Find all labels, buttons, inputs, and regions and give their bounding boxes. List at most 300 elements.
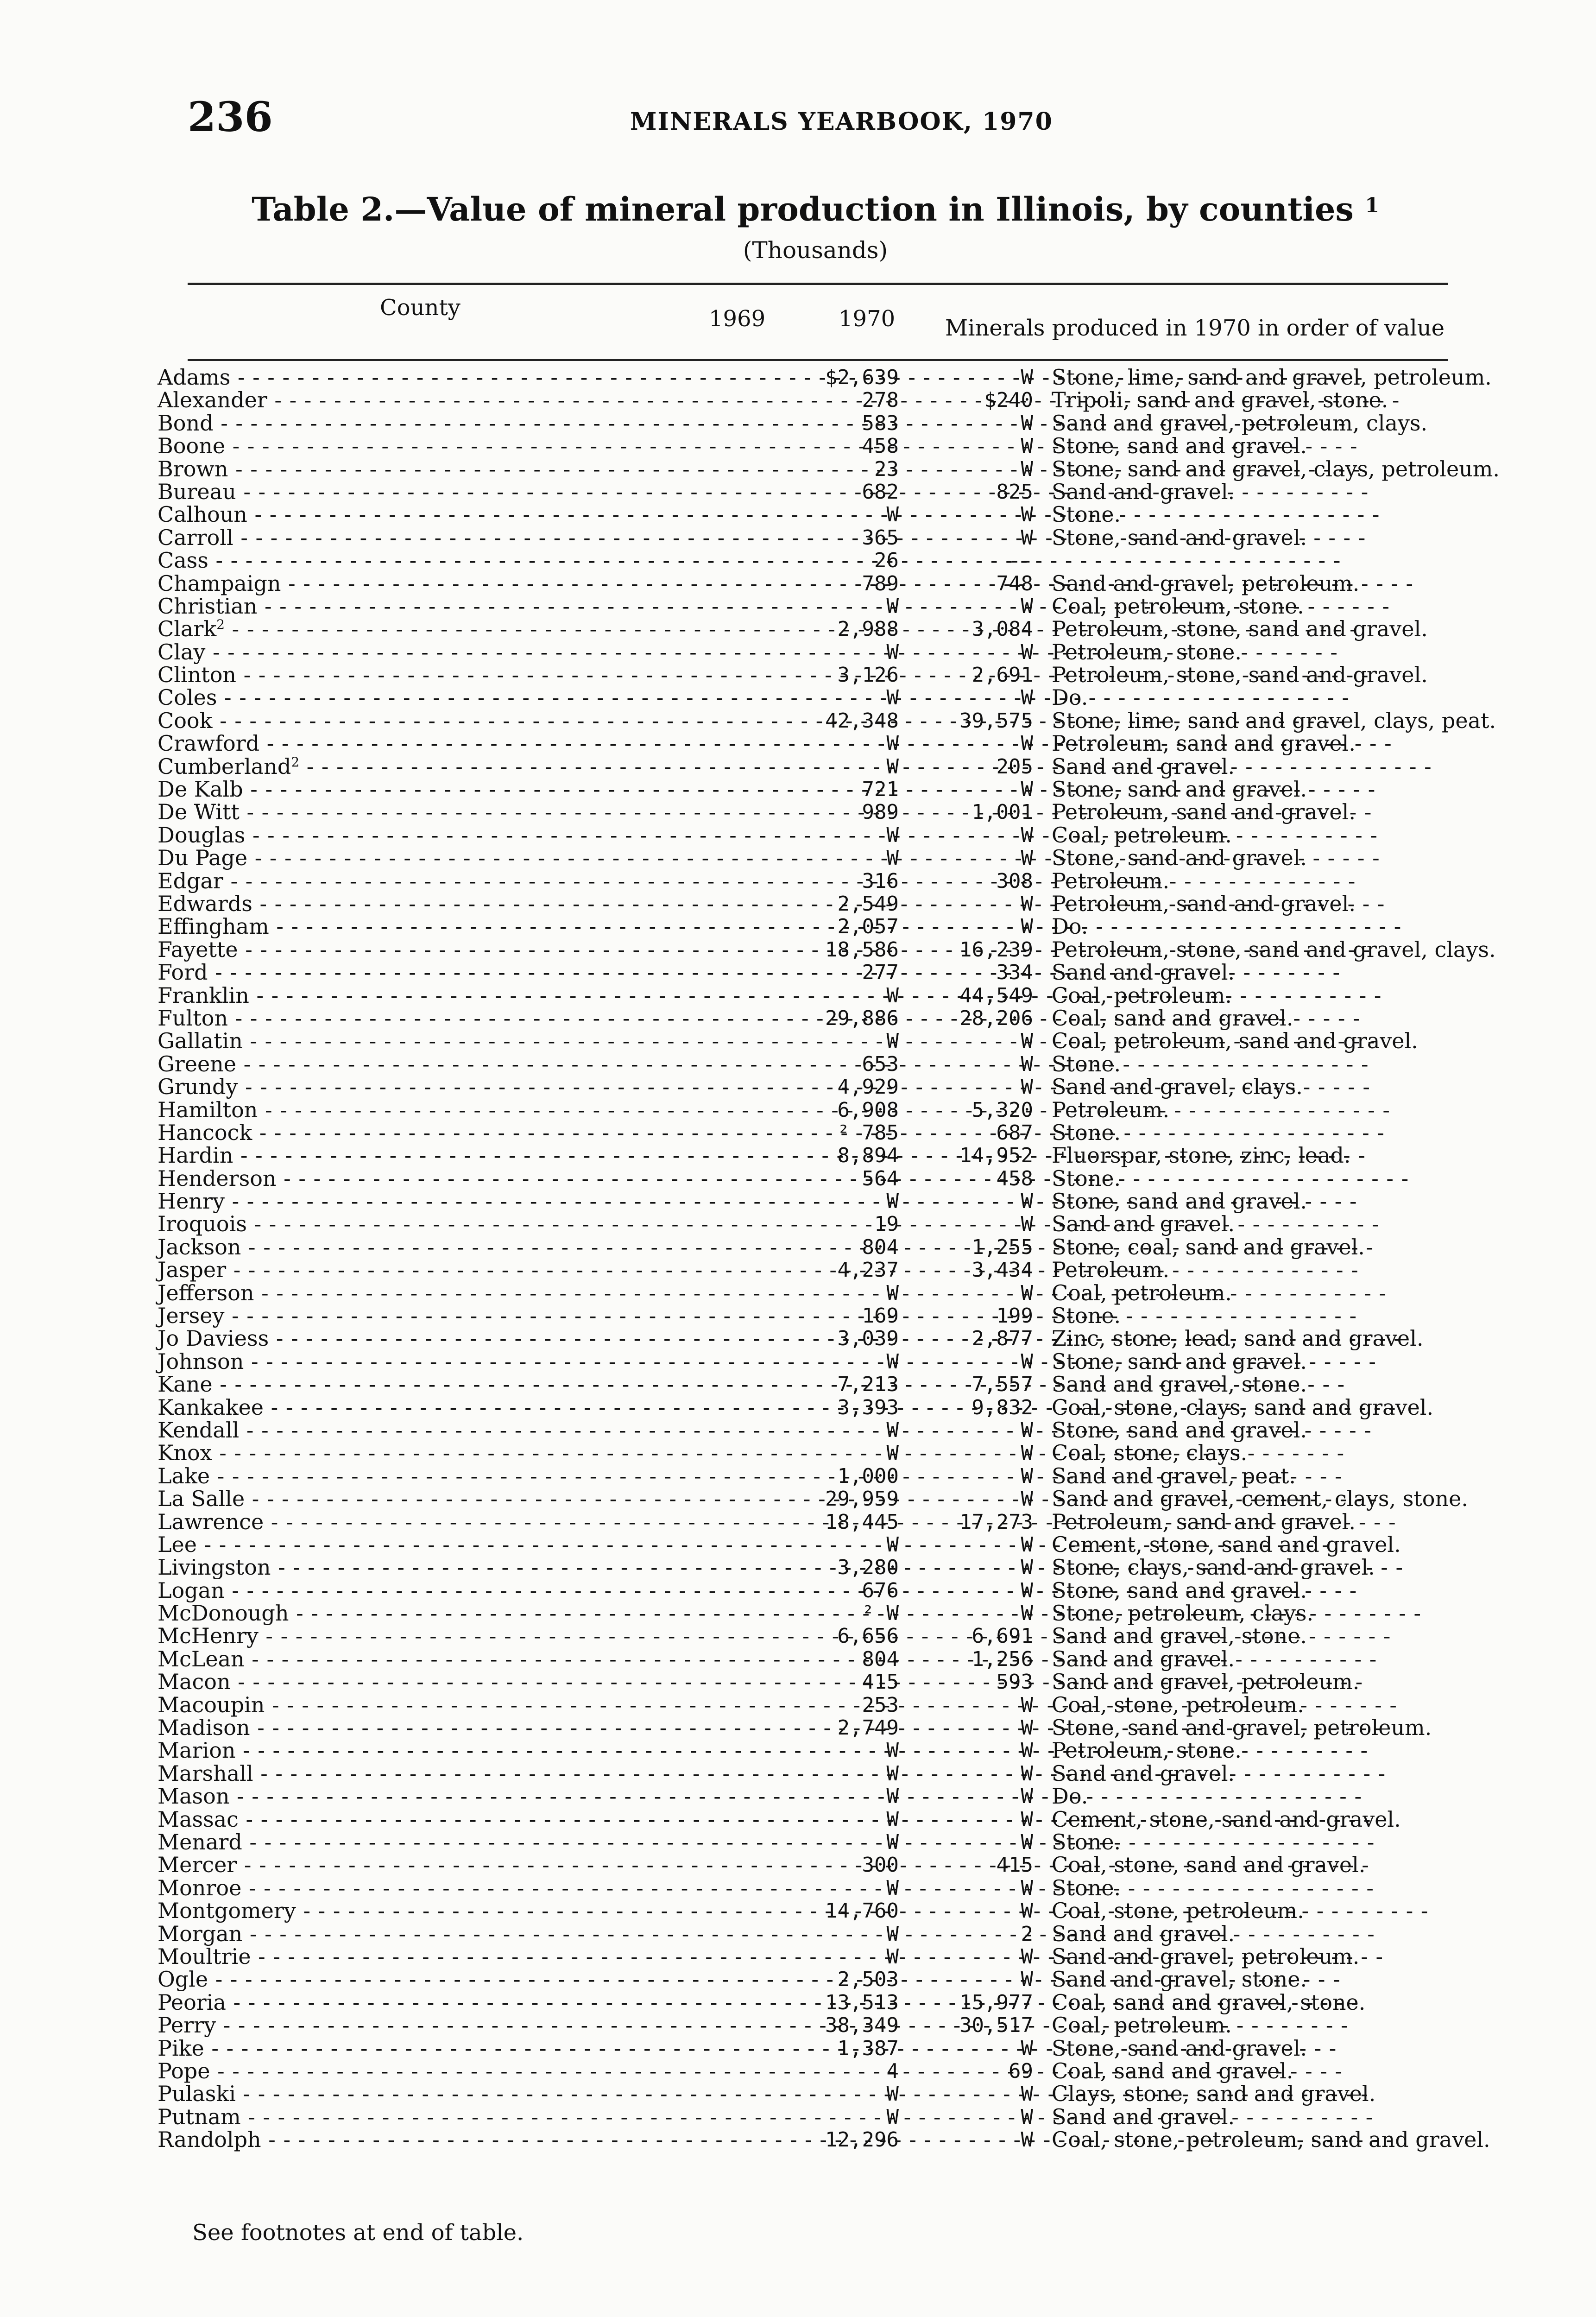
minerals-cell: Petroleum, stone, sand and gravel, clays. (1052, 937, 1496, 962)
minerals-cell: Sand and gravel. (1052, 1921, 1235, 1946)
table-row (158, 526, 1445, 549)
value-1969-cell: 18,445 (825, 1510, 899, 1534)
county-name: Brown (158, 456, 228, 481)
county-cell (158, 2128, 649, 2151)
value-1969-cell: 26 (874, 549, 899, 573)
value-1970-cell: W (1021, 503, 1033, 527)
value-1969-cell: 676 (862, 1578, 899, 1602)
minerals-cell: Stone. (1052, 1303, 1121, 1329)
value-1970-cell: W (1021, 1464, 1033, 1488)
county-name: Henry (158, 1189, 225, 1214)
table-row (158, 435, 1445, 457)
value-1969-cell: W (886, 503, 899, 527)
value-1969-cell: W (886, 2082, 899, 2106)
minerals-cell: Coal, stone, petroleum, sand and gravel. (1052, 2127, 1490, 2152)
minerals-cell: Sand and gravel, stone. (1052, 1372, 1307, 1397)
county-cell (158, 847, 649, 869)
county-name: Crawford (158, 731, 260, 756)
minerals-cell: Clays, stone, sand and gravel. (1052, 2081, 1376, 2107)
minerals-cell: Fluorspar, stone, zinc, lead. (1052, 1143, 1351, 1168)
value-1969-cell: 682 (862, 480, 899, 504)
table-row (158, 1167, 1445, 1190)
value-1969-cell: W (886, 1532, 899, 1557)
value-1969-cell: W (886, 1418, 899, 1442)
table-row (158, 1121, 1445, 1144)
value-1970-cell: 14,952 (959, 1144, 1033, 1168)
minerals-cell: Stone. (1052, 1165, 1121, 1191)
table-row (158, 1282, 1445, 1304)
county-name: Bureau (158, 479, 236, 504)
value-1969-cell: 6,656 (837, 1624, 899, 1648)
county-name: Marion (158, 1738, 236, 1763)
county-cell (158, 1671, 649, 1693)
value-1969-cell: 2,549 (837, 892, 899, 916)
table-row (158, 1350, 1445, 1373)
county-name: Macon (158, 1669, 231, 1695)
value-1970-cell: 28,206 (959, 1006, 1033, 1030)
value-1970-cell: 9,832 (971, 1395, 1033, 1419)
county-cell (158, 1121, 649, 1144)
table-row (158, 1419, 1445, 1442)
minerals-cell: Stone, sand and gravel. (1052, 1189, 1307, 1214)
value-1969-cell: 278 (862, 388, 899, 412)
county-name: Kane (158, 1372, 213, 1397)
minerals-cell: Stone, petroleum, clays. (1052, 1601, 1314, 1626)
county-cell (158, 1923, 649, 1945)
value-1970-cell: W (1021, 525, 1033, 550)
county-cell (158, 2060, 649, 2083)
value-1969-cell: W (886, 1761, 899, 1785)
table-row (158, 2127, 1490, 2152)
minerals-cell: Petroleum, stone, sand and gravel. (1052, 616, 1428, 642)
county-name: Franklin (158, 982, 249, 1008)
county-name: Marshall (158, 1760, 253, 1786)
value-1969-cell: 4 (886, 2059, 899, 2083)
table-row (158, 664, 1445, 686)
table-row (158, 1808, 1445, 1831)
table-row (158, 1968, 1445, 1991)
county-cell (158, 412, 649, 435)
value-1969-cell: 1,387 (837, 2036, 899, 2060)
value-1970-cell: 3,084 (971, 617, 1033, 641)
table-row (158, 389, 1445, 411)
value-1969-cell: W (886, 1876, 899, 1900)
county-cell (158, 1716, 649, 1739)
table-row (158, 1533, 1445, 1556)
county-cell (158, 458, 649, 481)
value-1970-cell: W (1021, 1876, 1033, 1900)
table-row (158, 1465, 1445, 1488)
table-row (158, 1785, 1445, 1808)
value-1970-cell: 1,255 (971, 1235, 1033, 1259)
value-1969-cell: 18,586 (825, 937, 899, 962)
county-cell (158, 870, 649, 893)
table-row (158, 1648, 1445, 1671)
county-name: Greene (158, 1051, 237, 1076)
county-footnote-marker: 2 (291, 754, 300, 770)
minerals-cell: Coal, stone, clays, sand and gravel. (1052, 1394, 1434, 1420)
county-cell (158, 618, 649, 640)
minerals-cell: Do. (1052, 914, 1088, 939)
table-row (158, 503, 1445, 526)
value-1970-cell: 1,256 (971, 1647, 1033, 1671)
value-1969-cell: 29,886 (825, 1006, 899, 1030)
minerals-cell: Coal, stone, petroleum. (1052, 1898, 1304, 1924)
value-1970-cell: 1,001 (971, 800, 1033, 824)
value-1969-cell: W (886, 594, 899, 618)
table-row (158, 1923, 1445, 1945)
table-body (158, 365, 1500, 2152)
table-row (158, 641, 1445, 664)
county-cell (158, 1579, 649, 1602)
value-1969-cell: W (886, 823, 899, 847)
value-1969-cell: 29,959 (825, 1487, 899, 1511)
minerals-cell: Coal, stone, clays. (1052, 1440, 1248, 1466)
table-row (158, 961, 1445, 984)
value-1970-cell: 748 (996, 571, 1033, 595)
value-1969-cell: 13,513 (825, 1990, 899, 2014)
value-1970-cell: W (1021, 1532, 1033, 1557)
county-cell (158, 1968, 649, 1991)
minerals-cell: Do. (1052, 685, 1088, 710)
value-1969-cell: 2,503 (837, 1968, 899, 1992)
value-1969-cell: 3,039 (837, 1327, 899, 1351)
county-name: Pike (158, 2035, 204, 2061)
value-1969-cell: W (886, 1922, 899, 1946)
county-name: Hamilton (158, 1097, 258, 1122)
county-cell (158, 389, 649, 411)
minerals-cell: Petroleum, stone. (1052, 639, 1242, 665)
value-1970-cell: W (1021, 1716, 1033, 1740)
minerals-cell: Stone, coal, sand and gravel. (1052, 1234, 1365, 1260)
county-cell (158, 1877, 649, 1899)
value-1970-cell: 593 (996, 1670, 1033, 1694)
value-1969-cell: W (886, 1830, 899, 1854)
county-name: Lee (158, 1532, 197, 1557)
county-name: Knox (158, 1440, 212, 1466)
value-1969-cell: W (886, 1807, 899, 1831)
value-1970-cell: W (1021, 411, 1033, 435)
column-header-county: County (380, 295, 461, 321)
value-1969-cell: W (886, 732, 899, 756)
minerals-cell: Sand and gravel, petroleum. (1052, 1943, 1360, 1969)
table-row (158, 1854, 1445, 1876)
minerals-cell: Stone. (1052, 1120, 1121, 1145)
county-name: Du Page (158, 845, 248, 871)
county-cell (158, 1762, 649, 1785)
table-row (158, 1304, 1445, 1327)
value-1969-cell: 653 (862, 1052, 899, 1076)
table-row (158, 2037, 1445, 2060)
minerals-cell: Coal, petroleum, sand and gravel. (1052, 1028, 1418, 1054)
minerals-cell: Stone, sand and gravel. (1052, 2035, 1307, 2061)
value-1970-cell: W (1021, 366, 1033, 389)
county-cell (158, 778, 649, 801)
county-name: Ogle (158, 1967, 208, 1992)
value-1969-cell: 989 (862, 800, 899, 824)
county-cell (158, 1808, 649, 1831)
county-name: McHenry (158, 1623, 259, 1649)
minerals-cell: Stone, lime, sand and gravel, clays, peat. (1052, 708, 1496, 733)
value-1969-cell: 804 (862, 1647, 899, 1671)
county-name: Jackson (158, 1234, 241, 1260)
county-name: Macoupin (158, 1692, 265, 1717)
value-1970-cell: W (1021, 1761, 1033, 1785)
county-cell (158, 435, 649, 457)
county-cell (158, 961, 649, 984)
county-cell (158, 1945, 649, 1968)
value-1970-cell: W (1021, 1968, 1033, 1992)
table-row (158, 1831, 1445, 1854)
value-1969-cell: W (886, 1190, 899, 1214)
table-row (158, 1716, 1445, 1739)
value-1970-cell: 205 (996, 754, 1033, 779)
value-1970-cell: W (1021, 1693, 1033, 1717)
county-cell (158, 1030, 649, 1052)
minerals-cell: Zinc, stone, lead, sand and gravel. (1052, 1326, 1424, 1351)
county-name: McLean (158, 1646, 245, 1671)
minerals-cell: Stone, sand and gravel. (1052, 845, 1307, 871)
table-row (158, 1739, 1445, 1762)
value-1970-cell: 2,877 (971, 1327, 1033, 1351)
county-name: Clay (158, 639, 206, 665)
value-1970-cell: 16,239 (959, 937, 1033, 962)
county-name: Clark (158, 616, 217, 642)
table-row (158, 1076, 1445, 1098)
county-name: Pope (158, 2058, 210, 2083)
value-1970-cell: W (1021, 1739, 1033, 1763)
value-1969-cell: $2,639 (825, 366, 899, 389)
county-cell (158, 709, 649, 732)
county-cell (158, 503, 649, 526)
table-row (158, 1236, 1445, 1259)
table-title-block (185, 190, 1445, 264)
county-cell (158, 732, 649, 755)
value-1970-cell: W (1021, 892, 1033, 916)
minerals-cell: Sand and gravel. (1052, 1646, 1235, 1671)
county-cell (158, 1602, 649, 1625)
value-1970-cell: W (1021, 1190, 1033, 1214)
value-1969-cell: 415 (862, 1670, 899, 1694)
county-name: Perry (158, 2013, 216, 2038)
county-cell (158, 938, 649, 961)
minerals-cell: Stone. (1052, 1051, 1121, 1076)
page-number: 236 (188, 93, 273, 141)
table-row (158, 1694, 1445, 1716)
value-1969-cell: 316 (862, 869, 899, 893)
county-cell (158, 1076, 649, 1098)
county-cell (158, 1259, 649, 1281)
value-1969-cell: 38,349 (825, 2013, 899, 2038)
value-1970-cell: W (1021, 1807, 1033, 1831)
value-1970-cell: W (1021, 1029, 1033, 1053)
minerals-cell: Sand and gravel. (1052, 753, 1235, 779)
value-1969-cell: 42,348 (825, 709, 899, 733)
value-1970-cell: W (1021, 1349, 1033, 1374)
county-cell (158, 893, 649, 915)
county-cell (158, 1167, 649, 1190)
minerals-cell: Petroleum. (1052, 1257, 1170, 1283)
minerals-cell: Stone. (1052, 502, 1121, 527)
county-name: Madison (158, 1715, 250, 1741)
county-cell (158, 1304, 649, 1327)
table-row (158, 1991, 1445, 2014)
table-row (158, 1762, 1445, 1785)
county-cell (158, 1053, 649, 1076)
value-1970-cell: $240 (984, 388, 1033, 412)
value-1970-cell: 308 (996, 869, 1033, 893)
value-1969-cell: 4,929 (837, 1075, 899, 1099)
table-row (158, 824, 1445, 847)
value-1970-cell: W (1021, 1487, 1033, 1511)
value-1970-cell: 2 (1021, 1922, 1033, 1946)
value-1970-cell: 415 (996, 1853, 1033, 1877)
county-name: Monroe (158, 1875, 242, 1900)
minerals-cell: Coal, petroleum, stone. (1052, 593, 1304, 619)
county-name: Grundy (158, 1074, 238, 1100)
value-1969-cell: W (886, 983, 899, 1007)
minerals-cell: Coal, stone, petroleum. (1052, 1692, 1304, 1717)
table-row (158, 1511, 1445, 1533)
value-1970-cell: W (1021, 2105, 1033, 2129)
value-1970-cell: W (1021, 1418, 1033, 1442)
value-1969-cell: 8,894 (837, 1144, 899, 1168)
county-name: McDonough (158, 1601, 289, 1626)
county-footnote-marker: 2 (216, 617, 225, 633)
minerals-cell: Cement, stone, sand and gravel. (1052, 1806, 1401, 1832)
county-name: Coles (158, 685, 217, 710)
table-row (158, 937, 1496, 962)
county-cell (158, 1739, 649, 1762)
table-row (158, 2083, 1445, 2105)
county-cell (158, 1213, 649, 1235)
county-cell (158, 1991, 649, 2014)
minerals-cell: Stone, sand and gravel. (1052, 433, 1307, 459)
value-1970-cell: 3,434 (971, 1258, 1033, 1282)
table-row (158, 1327, 1445, 1350)
county-cell (158, 2037, 649, 2060)
value-1970-cell: 7,557 (971, 1373, 1033, 1397)
table-row (158, 984, 1445, 1007)
value-1969-cell: 169 (862, 1304, 899, 1328)
table-row (158, 847, 1445, 869)
table-row (158, 2106, 1445, 2128)
county-cell (158, 824, 649, 847)
county-cell (158, 664, 649, 686)
county-name: Peoria (158, 1989, 226, 2015)
table-title-footnote-marker: 1 (1365, 194, 1379, 217)
value-1970-cell: W (1021, 1212, 1033, 1236)
footnote-reference: See footnotes at end of table. (192, 2220, 524, 2246)
table-row (158, 572, 1445, 595)
county-name: Edgar (158, 868, 223, 893)
value-1970-cell: W (1021, 1944, 1033, 1969)
value-1970-cell: 825 (996, 480, 1033, 504)
value-1970-cell: W (1021, 823, 1033, 847)
minerals-cell: Coal, sand and gravel, stone. (1052, 1989, 1366, 2015)
county-name: Jasper (158, 1257, 227, 1283)
minerals-cell: Sand and gravel, stone. (1052, 1967, 1307, 1992)
minerals-cell: Sand and gravel, stone. (1052, 1623, 1307, 1649)
table-row (158, 618, 1445, 640)
table-row (158, 708, 1496, 733)
table-row (158, 1671, 1445, 1693)
county-cell (158, 1373, 649, 1396)
value-1970-cell: W (1021, 2082, 1033, 2106)
county-name: Hardin (158, 1143, 233, 1168)
value-1969-cell: 6,908 (837, 1098, 899, 1122)
minerals-cell: Sand and gravel, petroleum, clays. (1052, 410, 1428, 436)
value-1970-cell: 30,517 (959, 2013, 1033, 2038)
value-1970-cell: 458 (996, 1166, 1033, 1190)
minerals-cell: Petroleum, sand and gravel. (1052, 891, 1356, 916)
table-row (158, 755, 1445, 778)
county-cell (158, 1488, 649, 1510)
minerals-cell: Coal, stone, sand and gravel. (1052, 1852, 1366, 1878)
value-1970-cell: 44,549 (959, 983, 1033, 1007)
table-top-rule (188, 283, 1448, 285)
value-1969-cell: 19 (874, 1212, 899, 1236)
county-cell (158, 572, 649, 595)
county-cell (158, 1007, 649, 1030)
value-1970-cell: 5,320 (971, 1098, 1033, 1122)
value-1970-cell: W (1021, 778, 1033, 802)
table-row (158, 2014, 1445, 2037)
minerals-cell: Sand and gravel, petroleum. (1052, 1669, 1360, 1695)
county-cell (158, 1648, 649, 1671)
table-row (158, 1442, 1445, 1464)
value-1970-cell: 39,575 (959, 709, 1033, 733)
table-row (158, 1213, 1445, 1235)
county-cell (158, 2014, 649, 2037)
minerals-cell: Sand and gravel. (1052, 1760, 1235, 1786)
table-row (158, 1190, 1445, 1213)
table-row (158, 595, 1445, 618)
county-name: Randolph (158, 2127, 261, 2152)
value-1970-cell: 2,691 (971, 663, 1033, 687)
value-1969-cell: 277 (862, 961, 899, 985)
value-1970-cell: W (1021, 640, 1033, 664)
county-cell (158, 1625, 649, 1647)
county-cell (158, 1511, 649, 1533)
county-name: Edwards (158, 891, 252, 916)
table-row (158, 893, 1445, 915)
minerals-cell: Sand and gravel. (1052, 2104, 1235, 2129)
minerals-cell: Stone. (1052, 1875, 1121, 1900)
minerals-cell: Stone. (1052, 1830, 1121, 1855)
minerals-cell: Stone, lime, sand and gravel, petroleum. (1052, 365, 1492, 390)
minerals-cell: Coal, petroleum. (1052, 982, 1232, 1008)
value-1970-cell: W (1021, 732, 1033, 756)
value-1970-cell: 69 (1009, 2059, 1033, 2083)
table-row (158, 481, 1445, 503)
table-row (158, 1259, 1445, 1281)
value-1969-cell: W (886, 2105, 899, 2129)
table-row (158, 412, 1445, 435)
county-name: La Salle (158, 1486, 245, 1512)
value-1969-cell: W (886, 640, 899, 664)
value-1970-cell: W (1021, 1052, 1033, 1076)
county-cell (158, 1465, 649, 1488)
table-title-text: Table 2.—Value of mineral production in Illinois, by counties (252, 190, 1354, 228)
table-row (158, 1579, 1445, 1602)
county-cell (158, 1282, 649, 1304)
value-1969-cell: 3,126 (837, 663, 899, 687)
value-1969-cell: 458 (862, 434, 899, 458)
value-1969-cell: W (886, 686, 899, 710)
county-cell (158, 641, 649, 664)
county-cell (158, 915, 649, 938)
